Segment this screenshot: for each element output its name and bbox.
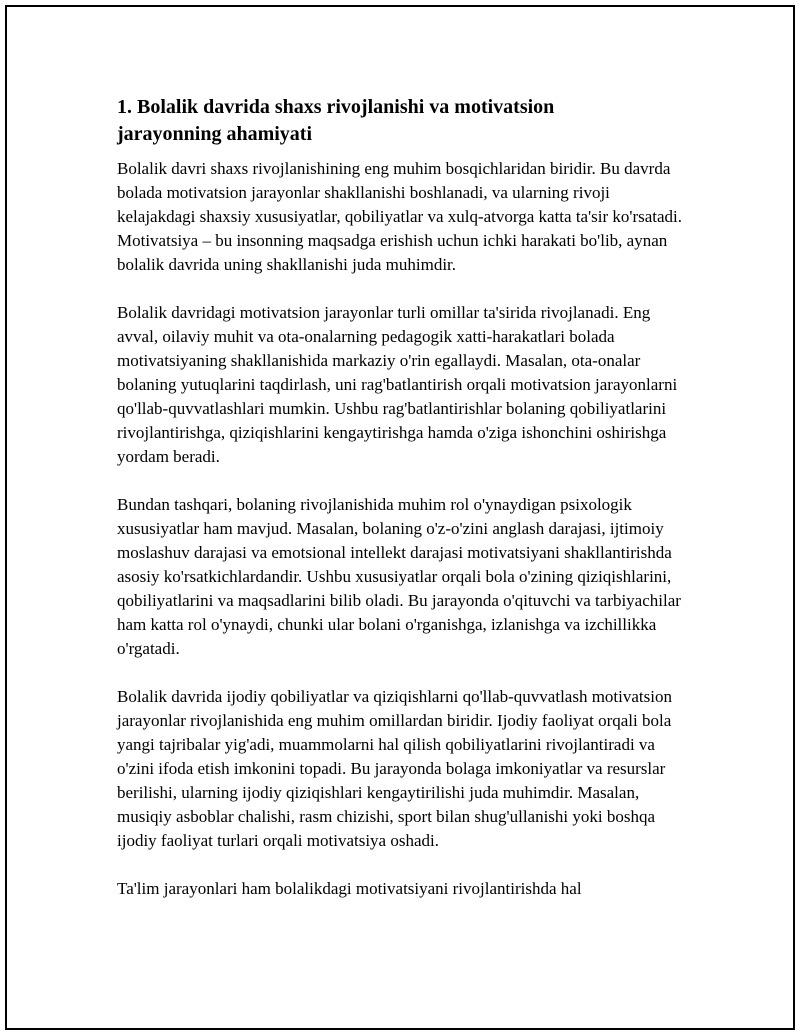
paragraph-5: Ta'lim jarayonlari ham bolalikdagi motivatsiyani rivojlantirishda hal	[117, 879, 582, 898]
paragraph-2: Bolalik davridagi motivatsion jarayonlar turli omillar ta'sirida rivojlanadi. Eng avval, oilaviy muhit va ota-onalarning pedagogik xatti-harakatlari bolada motivatsiyaning shakllanishida markaziy o'rin egallaydi. Masalan, ota-onalar bolaning yutuqlarini taqdirlash, uni rag'batlantirish orqali motivatsion jarayonlarni qo'llab-quvvatlashlari mumkin. Ushbu rag'batlantirishlar bolaning qobiliyatlarini rivojlantirishga, qiziqishlarini kengaytirishga hamda o'ziga ishonchini oshirishga yordam beradi.	[117, 303, 678, 466]
section-heading: 1. Bolalik davrida shaxs rivojlanishi va motivatsion jarayonning ahamiyati	[117, 96, 555, 145]
paragraph-3: Bundan tashqari, bolaning rivojlanishida muhim rol o'ynaydigan psixologik xususiyatlar ham mavjud. Masalan, bolaning o'z-o'zini anglash darajasi, ijtimoiy moslashuv darajasi va emotsional intellekt darajasi motivatsiyani shakllantirishda asosiy ko'rsatkichlardandir. Ushbu xususiyatlar orqali bola o'zining qiziqishlarini, qobiliyatlarini va maqsadlarini bilib oladi. Bu jarayonda o'qituvchi va tarbiyachilar ham katta rol o'ynaydi, chunki ular bolani o'rganishga, izlanishga va izchillikka o'rgatadi.	[117, 495, 681, 658]
document-body	[117, 94, 692, 925]
paragraph-1: Bolalik davri shaxs rivojlanishining eng muhim bosqichlaridan biridir. Bu davrda bolada motivatsion jarayonlar shakllanishi boshlanadi, va ularning rivoji kelajakdagi shaxsiy xususiyatlar, qobiliyatlar va xulq-atvorga katta ta'sir ko'rsatadi. Motivatsiya – bu insonning maqsadga erishish uchun ichki harakati bo'lib, aynan bolalik davrida uning shakllanishi juda muhimdir.	[117, 159, 683, 274]
paragraph-4: Bolalik davrida ijodiy qobiliyatlar va qiziqishlarni qo'llab-quvvatlash motivatsion jarayonlar rivojlanishida eng muhim omillardan biridir. Ijodiy faoliyat orqali bola yangi tajribalar yig'adi, muammolarni hal qilish qobiliyatlarini rivojlantiradi va o'zini ifoda etish imkonini topadi. Bu jarayonda bolaga imkoniyatlar va resurslar berilishi, ularning ijodiy qiziqishlari kengaytirilishi juda muhimdir. Masalan, musiqiy asboblar chalishi, rasm chizishi, sport bilan shug'ullanishi yoki boshqa ijodiy faoliyat turlari orqali motivatsiya oshadi.	[117, 687, 672, 850]
